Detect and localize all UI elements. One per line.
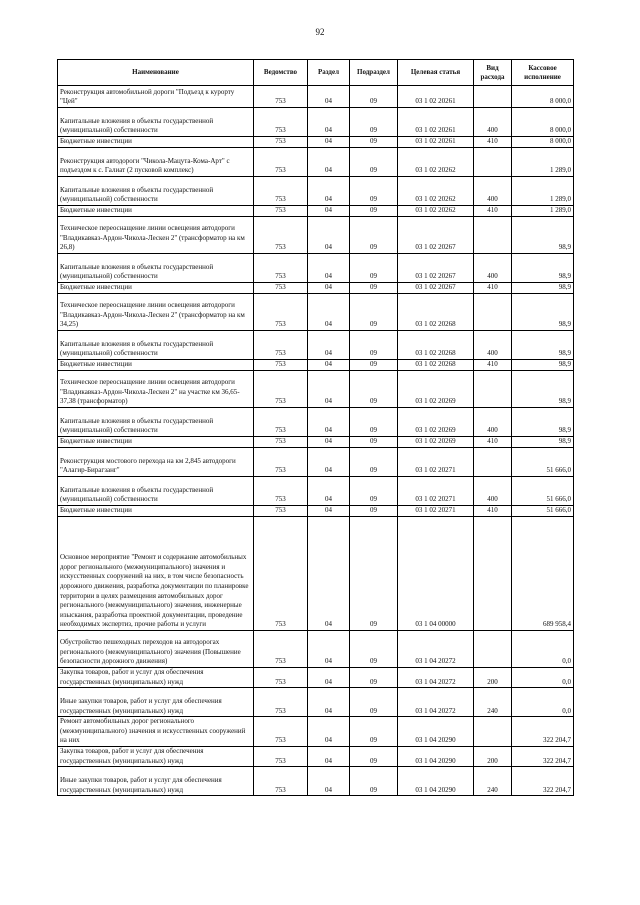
row-section: 04: [308, 86, 350, 108]
row-name: Бюджетные инвестиции: [58, 506, 254, 517]
row-name: Техническое переоснащение линии освещения автодороги "Владикавказ-Ардон-Чикола-Лескен 2" на участке км 36,65-37,38 (трансформатор): [58, 371, 254, 408]
row-name: Капитальные вложения в объекты государственной (муниципальной) собственности: [58, 477, 254, 506]
table-row: [58, 437, 574, 448]
row-expense-type: 400: [474, 331, 512, 360]
table-row: [58, 148, 574, 177]
table-row: [58, 371, 574, 408]
row-expense-type: 400: [474, 108, 512, 137]
row-target-item: 03 1 02 20268: [398, 294, 474, 331]
row-department: 753: [254, 668, 308, 688]
row-department: 753: [254, 688, 308, 717]
row-amount: 1 289,0: [512, 177, 574, 206]
row-expense-type: [474, 294, 512, 331]
row-expense-type: 400: [474, 177, 512, 206]
table-row: [58, 517, 574, 631]
row-name: Обустройство пешеходных переходов на автодорогах регионального (межмуниципального) значения (Повышение безопасности дорожного движения): [58, 631, 254, 668]
row-target-item: 03 1 02 20267: [398, 283, 474, 294]
row-name: Бюджетные инвестиции: [58, 206, 254, 217]
row-target-item: 03 1 02 20262: [398, 177, 474, 206]
row-department: 753: [254, 294, 308, 331]
row-target-item: 03 1 02 20271: [398, 448, 474, 477]
table-row: [58, 206, 574, 217]
row-amount: 98,9: [512, 360, 574, 371]
row-name: Иные закупки товаров, работ и услуг для обеспечения государственных (муниципальных) нужд: [58, 688, 254, 717]
row-amount: 8 000,0: [512, 86, 574, 108]
row-subsection: 09: [350, 437, 398, 448]
row-expense-type: [474, 717, 512, 747]
row-target-item: 03 1 04 20290: [398, 746, 474, 766]
row-section: 04: [308, 283, 350, 294]
row-department: 753: [254, 437, 308, 448]
table-row: [58, 137, 574, 148]
row-expense-type: 400: [474, 254, 512, 283]
table-row: [58, 360, 574, 371]
row-subsection: 09: [350, 206, 398, 217]
row-amount: 689 958,4: [512, 517, 574, 631]
row-expense-type: [474, 86, 512, 108]
row-subsection: 09: [350, 177, 398, 206]
row-department: 753: [254, 206, 308, 217]
row-subsection: 09: [350, 217, 398, 254]
row-department: 753: [254, 408, 308, 437]
row-section: 04: [308, 254, 350, 283]
row-name: Реконструкция автомобильной дороги "Подъезд к курорту "Цей": [58, 86, 254, 108]
row-subsection: 09: [350, 137, 398, 148]
row-amount: 98,9: [512, 283, 574, 294]
row-expense-type: 240: [474, 767, 512, 796]
row-amount: 322 204,7: [512, 717, 574, 747]
row-amount: 322 204,7: [512, 767, 574, 796]
row-amount: 0,0: [512, 631, 574, 668]
table-row: [58, 408, 574, 437]
table-row: [58, 254, 574, 283]
row-target-item: 03 1 02 20269: [398, 371, 474, 408]
row-amount: 98,9: [512, 254, 574, 283]
row-amount: 98,9: [512, 217, 574, 254]
row-expense-type: 410: [474, 437, 512, 448]
row-name: Капитальные вложения в объекты государственной (муниципальной) собственности: [58, 108, 254, 137]
row-department: 753: [254, 86, 308, 108]
row-expense-type: 410: [474, 506, 512, 517]
row-department: 753: [254, 148, 308, 177]
table-row: [58, 717, 574, 747]
row-subsection: 09: [350, 294, 398, 331]
page-number: 92: [315, 27, 325, 37]
row-amount: 98,9: [512, 437, 574, 448]
row-department: 753: [254, 448, 308, 477]
row-name: Бюджетные инвестиции: [58, 137, 254, 148]
row-section: 04: [308, 108, 350, 137]
row-subsection: 09: [350, 767, 398, 796]
row-amount: 51 666,0: [512, 477, 574, 506]
row-amount: 1 289,0: [512, 206, 574, 217]
row-amount: 8 000,0: [512, 137, 574, 148]
row-amount: 8 000,0: [512, 108, 574, 137]
col-header-name: Наименование: [58, 60, 254, 86]
row-target-item: 03 1 02 20269: [398, 437, 474, 448]
row-name: Техническое переоснащение линии освещения автодороги "Владикавказ-Ардон-Чикола-Лескен 2" (трансформатор на км 34,25): [58, 294, 254, 331]
row-subsection: 09: [350, 517, 398, 631]
row-target-item: 03 1 02 20268: [398, 331, 474, 360]
row-department: 753: [254, 477, 308, 506]
row-department: 753: [254, 137, 308, 148]
table-row: [58, 506, 574, 517]
table-row: [58, 767, 574, 796]
row-department: 753: [254, 767, 308, 796]
row-subsection: 09: [350, 448, 398, 477]
row-department: 753: [254, 283, 308, 294]
table-row: [58, 331, 574, 360]
row-name: Капитальные вложения в объекты государственной (муниципальной) собственности: [58, 177, 254, 206]
row-expense-type: 410: [474, 137, 512, 148]
row-subsection: 09: [350, 631, 398, 668]
row-target-item: 03 1 02 20262: [398, 148, 474, 177]
row-target-item: 03 1 02 20271: [398, 477, 474, 506]
row-section: 04: [308, 631, 350, 668]
row-amount: 51 666,0: [512, 506, 574, 517]
row-subsection: 09: [350, 331, 398, 360]
row-name: Бюджетные инвестиции: [58, 437, 254, 448]
row-name: Закупка товаров, работ и услуг для обеспечения государственных (муниципальных) нужд: [58, 668, 254, 688]
row-section: 04: [308, 506, 350, 517]
row-department: 753: [254, 177, 308, 206]
row-subsection: 09: [350, 371, 398, 408]
row-section: 04: [308, 437, 350, 448]
row-section: 04: [308, 331, 350, 360]
table-row: [58, 688, 574, 717]
row-amount: 0,0: [512, 668, 574, 688]
row-department: 753: [254, 717, 308, 747]
row-department: 753: [254, 360, 308, 371]
row-department: 753: [254, 371, 308, 408]
row-section: 04: [308, 746, 350, 766]
col-header-expense-type: Вид расхода: [474, 60, 512, 86]
row-target-item: 03 1 04 20290: [398, 717, 474, 747]
row-department: 753: [254, 108, 308, 137]
row-name: Закупка товаров, работ и услуг для обеспечения государственных (муниципальных) нужд: [58, 746, 254, 766]
row-section: 04: [308, 360, 350, 371]
row-target-item: 03 1 02 20271: [398, 506, 474, 517]
col-header-cash-execution: Кассовое исполнение: [512, 60, 574, 86]
row-department: 753: [254, 331, 308, 360]
table-row: [58, 283, 574, 294]
row-section: 04: [308, 517, 350, 631]
row-subsection: 09: [350, 688, 398, 717]
row-expense-type: 200: [474, 668, 512, 688]
row-target-item: 03 1 04 20290: [398, 767, 474, 796]
table-header-row: [58, 60, 574, 86]
row-expense-type: 410: [474, 206, 512, 217]
row-expense-type: [474, 448, 512, 477]
row-amount: 51 666,0: [512, 448, 574, 477]
row-section: 04: [308, 477, 350, 506]
row-subsection: 09: [350, 254, 398, 283]
row-name: Реконструкция мостового перехода на км 2,845 автодороги "Алагир-Бирагзанг": [58, 448, 254, 477]
row-amount: 98,9: [512, 408, 574, 437]
row-expense-type: 200: [474, 746, 512, 766]
row-subsection: 09: [350, 477, 398, 506]
col-header-department: Ведомство: [254, 60, 308, 86]
row-amount: 322 204,7: [512, 746, 574, 766]
row-target-item: 03 1 02 20261: [398, 86, 474, 108]
row-name: Капитальные вложения в объекты государственной (муниципальной) собственности: [58, 331, 254, 360]
table-row: [58, 86, 574, 108]
row-name: Реконструкция автодороги "Чикола-Мацута-Кома-Арт" с подъездом к с. Галиат (2 пусковой комплекс): [58, 148, 254, 177]
row-target-item: 03 1 04 20272: [398, 688, 474, 717]
row-target-item: 03 1 04 20272: [398, 668, 474, 688]
row-name: Техническое переоснащение линии освещения автодороги "Владикавказ-Ардон-Чикола-Лескен 2" (трансформатор на км 26,8): [58, 217, 254, 254]
budget-table: [57, 59, 574, 796]
row-department: 753: [254, 506, 308, 517]
row-department: 753: [254, 631, 308, 668]
row-section: 04: [308, 137, 350, 148]
row-target-item: 03 1 02 20269: [398, 408, 474, 437]
row-subsection: 09: [350, 283, 398, 294]
row-name: Ремонт автомобильных дорог регионального (межмуниципального) значения и искусственных сооружений на них: [58, 717, 254, 747]
table-row: [58, 177, 574, 206]
row-target-item: 03 1 02 20262: [398, 206, 474, 217]
row-target-item: 03 1 02 20268: [398, 360, 474, 371]
row-subsection: 09: [350, 668, 398, 688]
row-target-item: 03 1 02 20261: [398, 137, 474, 148]
row-name: Капитальные вложения в объекты государственной (муниципальной) собственности: [58, 408, 254, 437]
row-amount: 98,9: [512, 294, 574, 331]
table-row: [58, 668, 574, 688]
row-section: 04: [308, 177, 350, 206]
row-name: Бюджетные инвестиции: [58, 360, 254, 371]
row-expense-type: 240: [474, 688, 512, 717]
table-row: [58, 108, 574, 137]
row-section: 04: [308, 371, 350, 408]
row-amount: 98,9: [512, 331, 574, 360]
row-name: Основное мероприятие "Ремонт и содержание автомобильных дорог регионального (межмуниципального) значения и искусственных сооружений на них, в том числе безопасность дорожного движения, разработка документации по планировке территории в целях размещения автомобильных дорог регионального (межмуниципального) значения, инженерные изыскания, разработка проектной документации, проведение необходимых экспертиз, прочие работы и услуги: [58, 517, 254, 631]
row-subsection: 09: [350, 360, 398, 371]
row-section: 04: [308, 408, 350, 437]
row-section: 04: [308, 294, 350, 331]
row-section: 04: [308, 217, 350, 254]
table-row: [58, 631, 574, 668]
row-subsection: 09: [350, 108, 398, 137]
table-row: [58, 477, 574, 506]
row-section: 04: [308, 688, 350, 717]
row-section: 04: [308, 148, 350, 177]
row-amount: 0,0: [512, 688, 574, 717]
row-department: 753: [254, 254, 308, 283]
row-name: Бюджетные инвестиции: [58, 283, 254, 294]
row-section: 04: [308, 668, 350, 688]
table-row: [58, 294, 574, 331]
col-header-subsection: Подраздел: [350, 60, 398, 86]
row-department: 753: [254, 217, 308, 254]
col-header-target-item: Целевая статья: [398, 60, 474, 86]
row-expense-type: [474, 148, 512, 177]
row-section: 04: [308, 206, 350, 217]
table-row: [58, 746, 574, 766]
row-target-item: 03 1 02 20267: [398, 217, 474, 254]
row-amount: 98,9: [512, 371, 574, 408]
row-expense-type: [474, 517, 512, 631]
row-target-item: 03 1 02 20267: [398, 254, 474, 283]
row-section: 04: [308, 717, 350, 747]
row-expense-type: [474, 371, 512, 408]
row-expense-type: [474, 631, 512, 668]
row-expense-type: 400: [474, 408, 512, 437]
row-expense-type: [474, 217, 512, 254]
row-name: Иные закупки товаров, работ и услуг для обеспечения государственных (муниципальных) нужд: [58, 767, 254, 796]
row-section: 04: [308, 448, 350, 477]
row-subsection: 09: [350, 86, 398, 108]
row-expense-type: 400: [474, 477, 512, 506]
row-subsection: 09: [350, 506, 398, 517]
row-department: 753: [254, 746, 308, 766]
row-expense-type: 410: [474, 360, 512, 371]
row-target-item: 03 1 04 20272: [398, 631, 474, 668]
row-subsection: 09: [350, 717, 398, 747]
col-header-section: Раздел: [308, 60, 350, 86]
row-section: 04: [308, 767, 350, 796]
row-target-item: 03 1 04 00000: [398, 517, 474, 631]
table-row: [58, 217, 574, 254]
row-department: 753: [254, 517, 308, 631]
row-expense-type: 410: [474, 283, 512, 294]
row-target-item: 03 1 02 20261: [398, 108, 474, 137]
row-subsection: 09: [350, 408, 398, 437]
row-amount: 1 289,0: [512, 148, 574, 177]
table-row: [58, 448, 574, 477]
row-subsection: 09: [350, 148, 398, 177]
row-name: Капитальные вложения в объекты государственной (муниципальной) собственности: [58, 254, 254, 283]
row-subsection: 09: [350, 746, 398, 766]
